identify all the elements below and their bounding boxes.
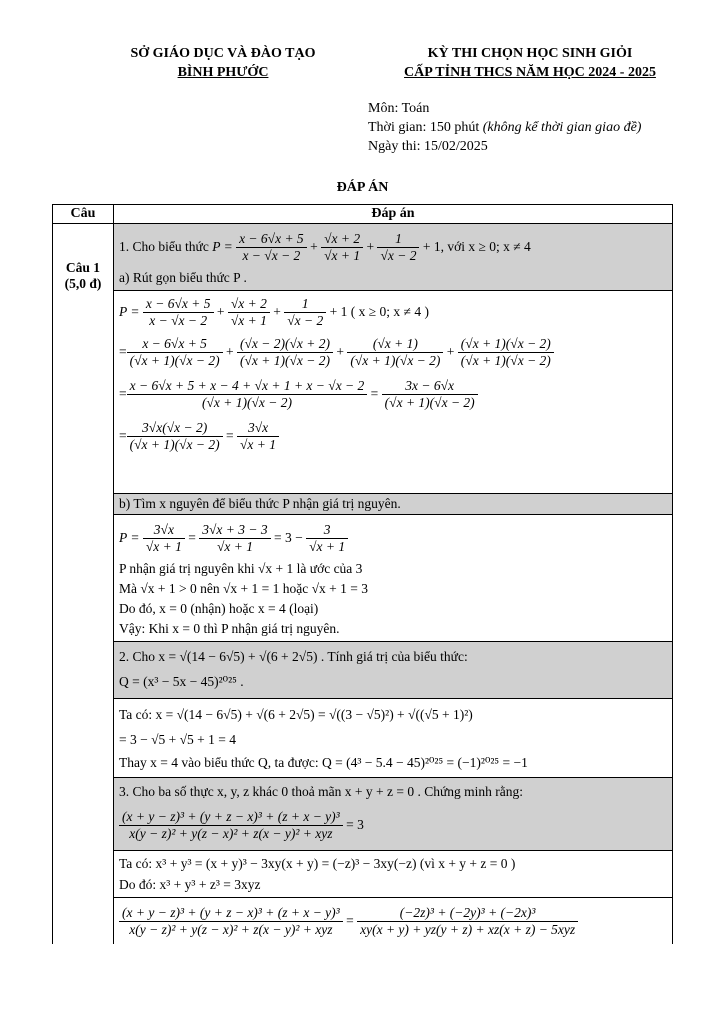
exam-info <box>368 99 641 156</box>
exam-name: KỲ THI CHỌN HỌC SINH GIỎI <box>427 46 633 61</box>
col-answer-header: Đáp án <box>114 205 673 224</box>
problem-2: 2. Cho x = √(14 − 6√5) + √(6 + 2√5) . Tính giá trị của biểu thức: Q = (x³ − 5x − 45)²⁰²⁵ . <box>114 642 673 699</box>
problem-1a: a) Rút gọn biểu thức P . <box>119 270 247 285</box>
solution-2: Ta có: x = √(14 − 6√5) + √(6 + 2√5) = √((3 − √5)²) + √((√5 + 1)²) = 3 − √5 + √5 + 1 = 4 Thay x = 4 vào biểu thức Q, ta được: Q = (4³ − 5.4 − 45)²⁰²⁵ = (−1)²⁰²⁵ = −1 <box>114 699 673 778</box>
problem-1-statement: 1. Cho biểu thức P = $\frac{x - 6√x + 5}{x - √x - 2}$ + $\frac{√x + 2}{√x + 1}$ + $\frac{1}{√x - 2}$ + 1, với x ≥ 0; x ≠ 4 <box>119 231 531 264</box>
question-points: (5,0 đ) <box>64 276 102 291</box>
doc-title: ĐÁP ÁN <box>336 180 389 195</box>
solution-3a: Ta có: x³ + y³ = (x + y)³ − 3xy(x + y) = (−z)³ − 3xy(−z) (vì x + y + z = 0 ) Do đó: x³ + y³ + z³ = 3xyz <box>114 851 673 898</box>
problem-3: 3. Cho ba số thực x, y, z khác 0 thoả mãn x + y + z = 0 . Chứng minh rằng: $\frac{\text{(x + y − z)³ + (y + z − x)³ + (z + x − y)³}}{\text{x(y − z)² + y(z − x)² + z(x − y)² + xyz}}$ = 3 <box>114 778 673 851</box>
time-line: Thời gian: 150 phút (không kể thời gian giao đề) <box>368 120 642 135</box>
solution-1b: P = $\frac{3√x}{√x + 1}$ = $\frac{3√x + 3 - 3}{√x + 1}$ = 3 − $\frac{3}{√x + 1}$ P nhận giá trị nguyên khi √x + 1 là ước của 3 Mà √x + 1 > 0 nên √x + 1 = 1 hoặc √x + 1 = 3 Do đó, x = 0 (nhận) hoặc x = 4 (loại) Vậy: Khi x = 0 thì P nhận giá trị nguyên. <box>114 515 673 642</box>
solution-1a: P = $\frac{x - 6√x + 5}{x - √x - 2}$ + $\frac{√x + 2}{√x + 1}$ + $\frac{1}{√x - 2}$ + 1 ( x ≥ 0; x ≠ 4 ) = $\frac{x - 6√x + 5}{(√x + 1)(√x - 2)}$ + $\frac{(√x - 2)(√x + 2)}{(√x + 1)(√x - 2)}$ + $\frac{(√x + 1)}{(√x + 1)(√x - 2)}$ + $\frac{(√x + 1)(√x - 2)}{(√x + 1)(√x - 2)}$ = $\frac{x - 6√x + 5 + x - 4 + √x + 1 + x - √x - 2}{(√x + 1)(√x - 2)}$ = $\frac{3x - 6√x}{(√x + 1)(√x - 2)}$ = $\frac{3√x(√x - 2)}{(√x + 1)(√x - 2)}$ = $\frac{3√x}{√x + 1}$ <box>114 291 673 494</box>
col-question-header: Câu <box>53 205 114 224</box>
department-name: SỞ GIÁO DỤC VÀ ĐÀO TẠO <box>130 46 316 61</box>
province-name: BÌNH PHƯỚC <box>177 65 269 80</box>
solution-3b: $\frac{\text{(x + y − z)³ + (y + z − x)³ + (z + x − y)³}}{\text{x(y − z)² + y(z − x)² + z(x − y)² + xyz}}$ = $\frac{\text{(−2z)³ + (−2y)³ + (−2x)³}}{\text{xy(x + y) + yz(y + z) + xz(x + z) − 5xyz}}$ <box>114 898 673 945</box>
answer-table <box>52 204 673 944</box>
problem-1b: b) Tìm x nguyên để biểu thức P nhận giá trị nguyên. <box>114 494 673 515</box>
date-line: Ngày thi: 15/02/2025 <box>368 139 488 154</box>
question-cell <box>53 224 114 945</box>
subject-line: Môn: Toán <box>368 101 430 116</box>
department-header <box>98 44 348 82</box>
problem-1-cell <box>114 224 673 291</box>
exam-level: CẤP TỈNH THCS NĂM HỌC 2024 - 2025 <box>404 65 656 80</box>
question-label: Câu 1 <box>65 260 101 275</box>
exam-header <box>380 44 680 82</box>
